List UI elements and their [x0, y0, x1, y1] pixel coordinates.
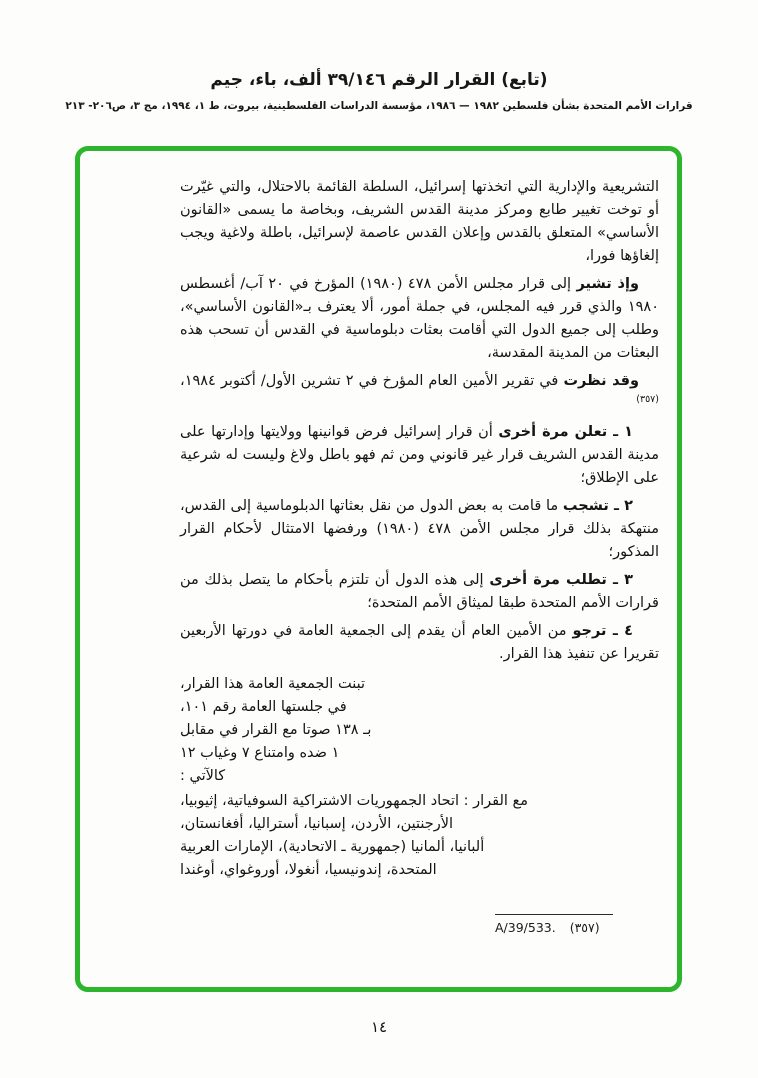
- page-number: ١٤: [370, 1018, 388, 1036]
- paragraph: وقد نظرت في تقرير الأمين العام المؤرخ في ٢ تشرين الأول/ أكتوبر ١٩٨٤، $^{(٣٥٧)}$: [180, 373, 659, 406]
- paragraph: ١ ـ تعلن مرة أخرى أن قرار إسرائيل فرض قوانينها وولايتها وإدارتها على مدينة القدس الشريف قرار غير قانوني ومن ثم فهو باطل ولاغ وليست له شرعية على الإطلاق؛: [180, 424, 659, 486]
- vote-line: تبنت الجمعية العامة هذا القرار،: [180, 676, 365, 692]
- vote-line: كالآتي :: [180, 768, 226, 784]
- paragraph: وإذ تشير إلى قرار مجلس الأمن ٤٧٨ (١٩٨٠) المؤرخ في ٢٠ آب/ أغسطس ١٩٨٠ والذي قرر فيه المجلس، في جملة أمور، ألا يعترف بـ«القانون الأساسي»، وطلب إلى جميع الدول التي أقامت بعثات دبلوماسية في القدس أن تسحب هذه البعثات من المدينة المقدسة،: [180, 276, 659, 361]
- paragraph: التشريعية والإدارية التي اتخذتها إسرائيل، السلطة القائمة بالاحتلال، والتي غيّرت أو توخت تغيير طابع ومركز مدينة القدس الشريف، وبخاصة ما يسمى «القانون الأساسي» المتعلق بالقدس وإعلان القدس عاصمة لإسرائيل، باطلة ولاغية ويجب إلغاؤها فورا،: [180, 179, 659, 264]
- vote-line: في جلستها العامة رقم ١٠١،: [180, 699, 347, 715]
- country-line: مع القرار : اتحاد الجمهوريات الاشتراكية السوفياتية، إثيوبيا،: [180, 793, 529, 809]
- paragraph-lead: وإذ تشير: [576, 276, 639, 292]
- resolution-title: (تابع) القرار الرقم ٣٩/١٤٦ ألف، باء، جيم: [210, 70, 548, 90]
- footnote-rule: [495, 914, 613, 915]
- footnote-text: [495, 920, 613, 935]
- vote-with-list: [180, 790, 659, 882]
- page-header: [0, 0, 758, 112]
- paragraph-lead: ١ ـ تعلن مرة أخرى: [498, 424, 633, 440]
- country-line: ألبانيا، ألمانيا (جمهورية ـ الاتحادية)، الإمارات العربية: [180, 839, 485, 855]
- paragraph-lead: وقد نظرت: [563, 373, 639, 389]
- paragraph: ٢ ـ تشجب ما قامت به بعض الدول من نقل بعثاتها الدبلوماسية إلى القدس، منتهكة بذلك قرار مجلس الأمن ٤٧٨ (١٩٨٠) ورفضها الامتثال لأحكام القرار المذكور؛: [180, 498, 659, 560]
- footnote: [495, 914, 613, 935]
- paragraph-lead: ٤ ـ ترجو: [572, 623, 633, 639]
- vote-line: ١ ضده وامتناع ٧ وغياب ١٢: [180, 745, 340, 761]
- footnote-ref: (٣٥٧): [636, 394, 659, 406]
- paragraph-lead: ٢ ـ تشجب: [562, 498, 633, 514]
- paragraph: ٣ ـ تطلب مرة أخرى إلى هذه الدول أن تلتزم بأحكام ما يتصل بذلك من قرارات الأمم المتحدة طبقا لميثاق الأمم المتحدة؛: [180, 572, 659, 611]
- resolution-text: [80, 151, 677, 882]
- footnote-marker: (٣٥٧): [569, 920, 600, 935]
- footnote-document-symbol: A/39/533.: [495, 920, 556, 935]
- highlight-border-box: [75, 146, 682, 992]
- source-citation: قرارات الأمم المتحدة بشأن فلسطين ١٩٨٢ — ١٩٨٦، مؤسسة الدراسات الفلسطينية، بيروت، ط ١، ١٩٩٤، مج ٣، ص٢٠٦- ٢١٣: [65, 100, 693, 112]
- paragraph-lead: ٣ ـ تطلب مرة أخرى: [489, 572, 633, 588]
- paragraph: ٤ ـ ترجو من الأمين العام أن يقدم إلى الجمعية العامة في دورتها الأربعين تقريرا عن تنفيذ هذا القرار.: [180, 623, 659, 662]
- country-line: المتحدة، إندونيسيا، أنغولا، أوروغواي، أوغندا: [180, 862, 437, 878]
- vote-record: [180, 673, 659, 788]
- vote-line: بـ ١٣٨ صوتا مع القرار في مقابل: [180, 722, 372, 738]
- country-line: الأرجنتين، الأردن، إسبانيا، أستراليا، أفغانستان،: [180, 816, 454, 832]
